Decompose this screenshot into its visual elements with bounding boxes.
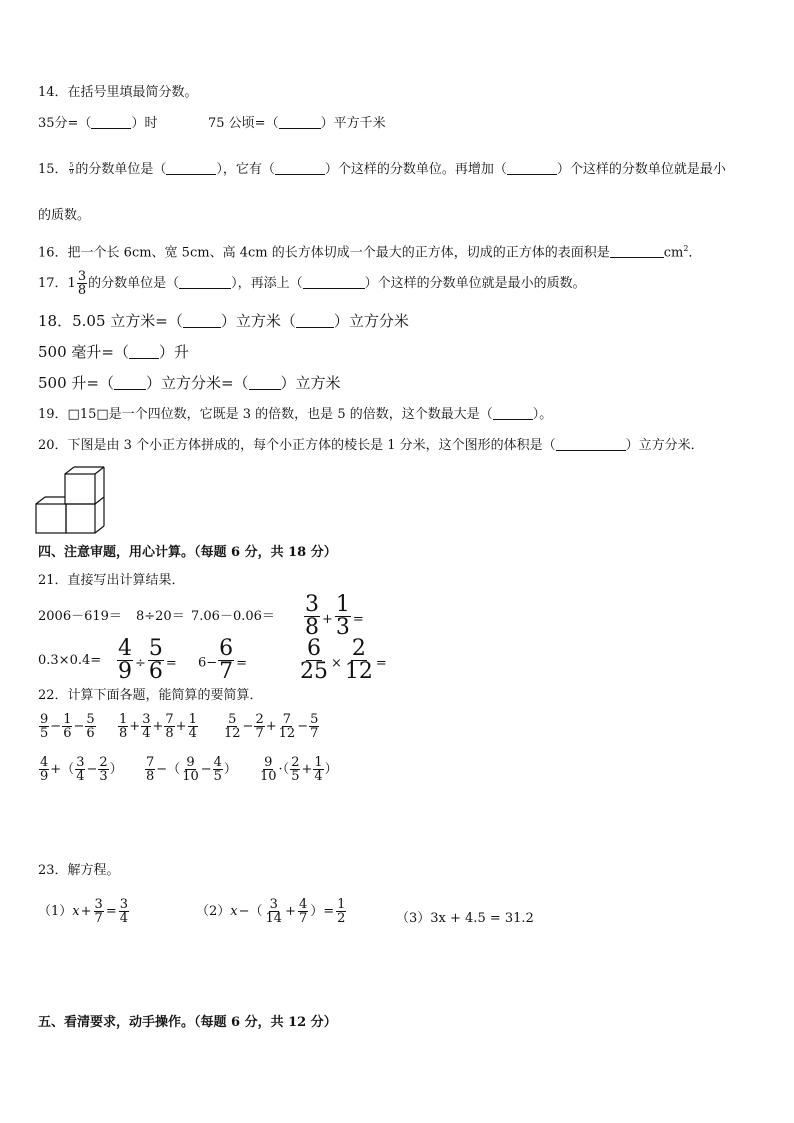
answer-blank[interactable] bbox=[91, 116, 131, 129]
question-22-stem: 22．计算下面各题，能简算的要简算． bbox=[38, 688, 263, 703]
question-14-b: 75 公顷=（ ）平方千米 bbox=[208, 116, 386, 131]
answer-blank[interactable] bbox=[493, 407, 533, 420]
answer-blank[interactable] bbox=[296, 315, 334, 328]
calc-22-6: $\frac{9}{10}$ ·（ $\frac{2}{5}$ + $\frac{1}{4}$ ） bbox=[260, 755, 338, 784]
answer-blank[interactable] bbox=[166, 162, 216, 175]
cube-figure bbox=[34, 466, 106, 536]
section-5-heading: 五、看清要求，动手操作。（每题 6 分，共 12 分） bbox=[38, 1015, 337, 1030]
fraction: $\frac{5}{9}$ bbox=[69, 162, 74, 176]
question-15: 15． $\frac{5}{9}$ 的分数单位是（ ），它有（ ）个这样的分数单位。再增加（ ）个这样的分数单位就是最小 bbox=[38, 162, 726, 177]
calc-21-7: 6− $\frac{6}{7}$ = bbox=[198, 636, 248, 684]
calc-22-3: $\frac{5}{12}$ − $\frac{2}{7}$ + $\frac{7}{12}$ − $\frac{5}{7}$ bbox=[224, 712, 319, 741]
question-20: 20．下图是由 3 个小正方体拼成的，每个小正方体的棱长是 1 分米，这个图形的体积是（ ）立方分米． bbox=[38, 438, 704, 453]
calc-21-4: $\frac{3}{8}$ + $\frac{1}{3}$ = bbox=[305, 592, 364, 640]
calc-21-6: $\frac{4}{9}$ ÷ $\frac{5}{6}$ = bbox=[118, 636, 177, 684]
answer-blank[interactable] bbox=[183, 315, 221, 328]
question-18-c: 500 升=（ ）立方分米=（ ）立方米 bbox=[38, 374, 341, 392]
section-4-heading: 四、注意审题，用心计算。（每题 6 分，共 18 分） bbox=[38, 545, 337, 560]
answer-blank[interactable] bbox=[129, 346, 159, 359]
calc-21-8: $\frac{6}{25}$ × $\frac{2}{12}$ = bbox=[300, 636, 387, 684]
question-18-b: 500 毫升=（ ）升 bbox=[38, 343, 189, 361]
question-15-continued: 的质数。 bbox=[38, 208, 91, 223]
answer-blank[interactable] bbox=[610, 245, 664, 258]
answer-blank[interactable] bbox=[303, 276, 365, 289]
answer-blank[interactable] bbox=[556, 438, 626, 451]
answer-blank[interactable] bbox=[507, 162, 557, 175]
answer-blank[interactable] bbox=[179, 276, 231, 289]
question-17: 17．1 $\frac{3}{8}$ 的分数单位是（ ），再添上（ ）个这样的分数单位就是最小的质数。 bbox=[38, 269, 586, 298]
question-14-a: 35分=（ ）时 bbox=[38, 116, 158, 131]
answer-blank[interactable] bbox=[249, 377, 281, 390]
question-23-stem: 23．解方程。 bbox=[38, 863, 120, 878]
equation-23-3: （3）3x + 4.5 = 31.2 bbox=[396, 911, 534, 926]
question-18-a: 18．5.05 立方米=（ ）立方米（ ）立方分米 bbox=[38, 312, 409, 330]
answer-blank[interactable] bbox=[275, 162, 325, 175]
fraction: $\frac{3}{8}$ bbox=[77, 269, 87, 298]
question-16: 16．把一个长 6cm、宽 5cm、高 4cm 的长方体切成一个最大的正方体，切成的正方体的表面积是 $cm^2$． bbox=[38, 244, 702, 261]
calc-22-1: $\frac{9}{5}$ − $\frac{1}{6}$ − $\frac{5}{6}$ bbox=[40, 712, 95, 741]
calc-21-3: 7.06－0.06＝ bbox=[191, 609, 275, 624]
equation-23-2: （2）x−（ $\frac{3}{14}$ + $\frac{4}{7}$ ）= $\frac{1}{2}$ bbox=[196, 897, 346, 926]
calc-21-5: 0.3×0.4= bbox=[38, 653, 102, 668]
question-21-stem: 21．直接写出计算结果． bbox=[38, 573, 185, 588]
calc-21-1: 2006－619＝ bbox=[38, 609, 122, 624]
answer-blank[interactable] bbox=[114, 377, 146, 390]
calc-22-5: $\frac{7}{8}$ −（ $\frac{9}{10}$ − $\frac{4}{5}$ ） bbox=[146, 755, 237, 784]
question-14-stem: 14．在括号里填最简分数。 bbox=[38, 85, 198, 100]
question-19: 19．□15□是一个四位数，它既是 3 的倍数，也是 5 的倍数，这个数最大是（ ）。 bbox=[38, 407, 553, 422]
equation-23-1: （1）x+ $\frac{3}{7}$ = $\frac{3}{4}$ bbox=[38, 897, 128, 926]
calc-22-2: $\frac{1}{8}$ + $\frac{3}{4}$ + $\frac{7}{8}$ + $\frac{1}{4}$ bbox=[119, 712, 197, 741]
calc-21-2: 8÷20＝ bbox=[136, 609, 185, 624]
calc-22-4: $\frac{4}{9}$ +（ $\frac{3}{4}$ − $\frac{2}{3}$ ） bbox=[40, 755, 123, 784]
answer-blank[interactable] bbox=[279, 116, 321, 129]
